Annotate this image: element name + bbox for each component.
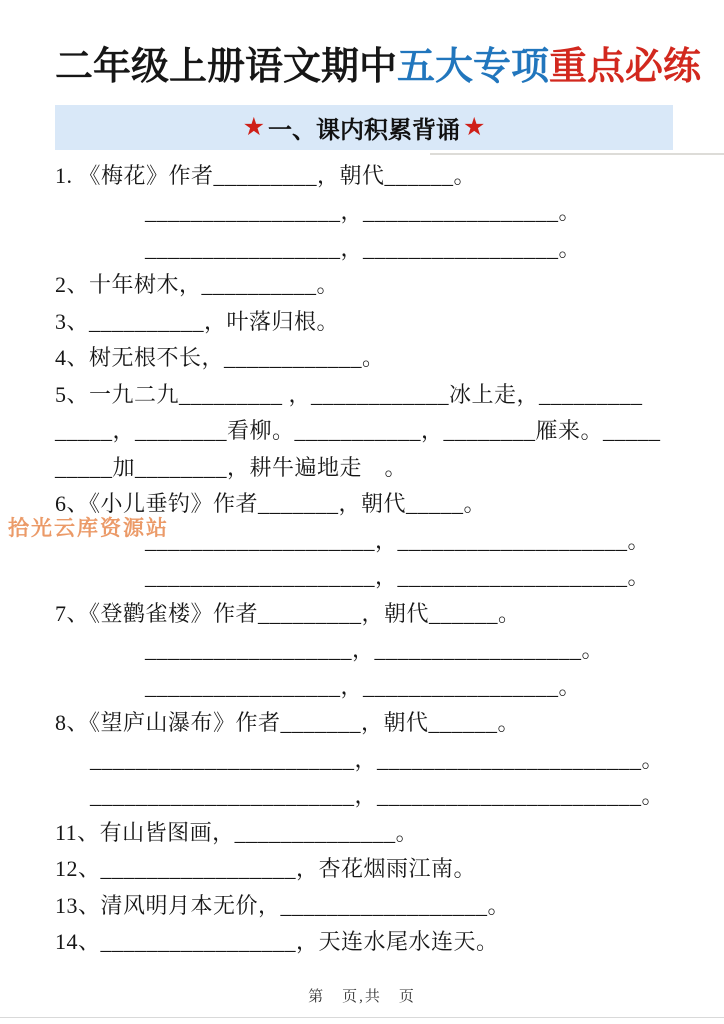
question-line: 8、《望庐山瀑布》作者_______，朝代______。 xyxy=(55,710,521,736)
question-line: 3、__________，叶落归根。 xyxy=(55,308,340,334)
bottom-divider xyxy=(0,1017,724,1018)
star-icon: ★ xyxy=(242,113,265,142)
question-line: __________________，__________________。 xyxy=(145,637,605,663)
section-banner xyxy=(55,105,673,150)
question-line: _________________，_________________。 xyxy=(145,235,582,261)
question-line: 5、一九二九_________ ，____________冰上走，_________ xyxy=(55,381,643,407)
scan-artifact-line xyxy=(430,153,724,155)
question-line: _______________________，_______________________。 xyxy=(90,746,665,772)
page-footer: 第 页,共 页 xyxy=(308,989,416,1005)
title-segment-blue: 五大专项 xyxy=(397,46,550,88)
question-line: 2、十年树木，__________。 xyxy=(55,272,340,298)
question-line: _____加________，耕牛遍地走 。 xyxy=(55,454,408,480)
question-line: 14、_________________，天连水尾水连天。 xyxy=(55,929,499,955)
star-icon: ★ xyxy=(463,113,486,142)
question-line: _________________，_________________。 xyxy=(145,199,582,225)
question-line: _____，________看柳。___________，________雁来。_____ xyxy=(55,418,661,444)
question-line: 1. 《梅花》作者_________，朝代______。 xyxy=(55,162,477,188)
question-line: ____________________，____________________。 xyxy=(145,527,651,553)
question-line: ____________________，____________________。 xyxy=(145,564,651,590)
question-line: 11、有山皆图画，______________。 xyxy=(55,819,419,845)
title-segment-black: 二年级上册语文期中 xyxy=(55,46,398,88)
question-line: _________________，_________________。 xyxy=(145,673,582,699)
watermark: 拾光云库资源站 xyxy=(8,517,169,540)
question-line: _______________________，_______________________。 xyxy=(90,783,665,809)
question-line: 4、树无根不长，____________。 xyxy=(55,345,385,371)
question-line: 13、清风明月本无价，__________________。 xyxy=(55,892,511,918)
question-line: 6、《小儿垂钓》作者_______，朝代_____。 xyxy=(55,491,487,517)
section-title: 一、课内积累背诵 xyxy=(268,116,460,144)
question-line: 12、_________________，杏花烟雨江南。 xyxy=(55,856,477,882)
page-title xyxy=(0,0,724,90)
title-segment-red: 重点必练 xyxy=(549,46,702,88)
question-list xyxy=(55,158,704,961)
question-line: 7、《登鹳雀楼》作者_________，朝代______。 xyxy=(55,600,521,626)
